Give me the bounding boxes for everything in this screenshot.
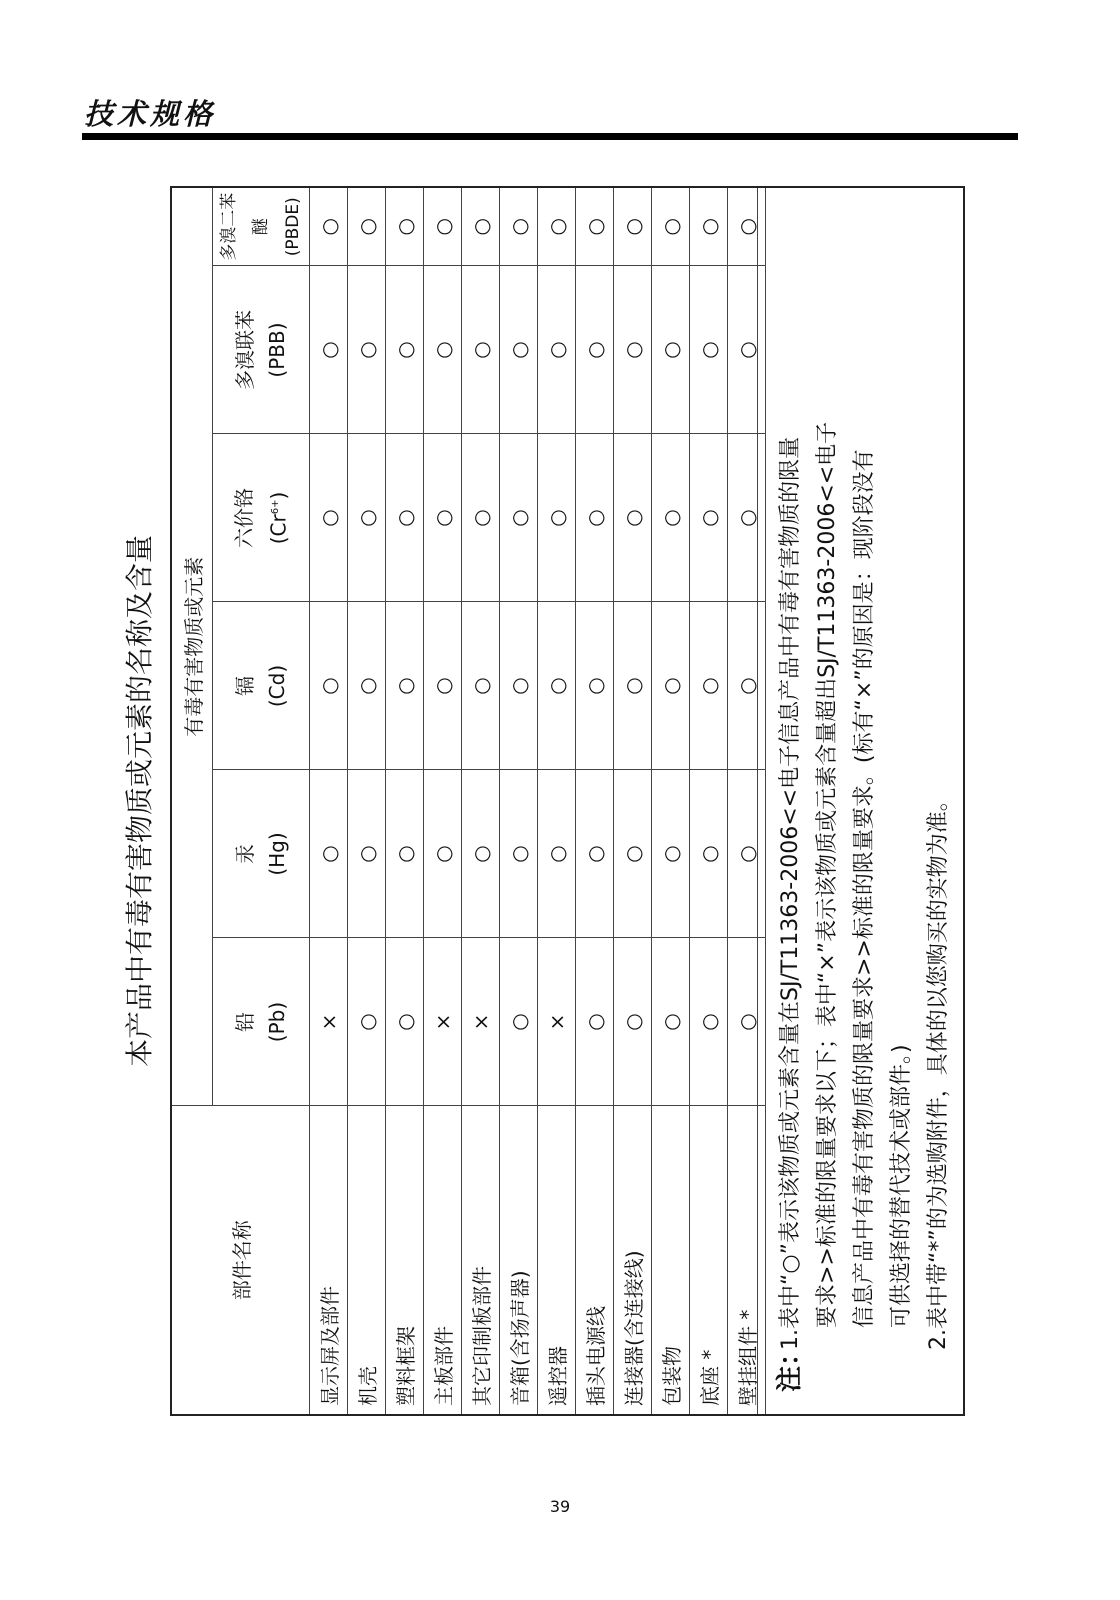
substance-mark: ○ (538, 188, 576, 266)
substance-mark: ○ (652, 602, 690, 770)
substance-mark: ○ (462, 602, 500, 770)
document-title: 本产品中有毒有害物质或元素的名称及含量 (123, 535, 156, 1068)
notes-label: 注： (775, 1339, 805, 1392)
substance-mark: ○ (690, 770, 728, 938)
column-header-pb: 铅 (Pb) (213, 938, 310, 1106)
substance-mark: ○ (576, 266, 614, 434)
substance-mark: ○ (348, 770, 386, 938)
table-row (538, 188, 576, 1414)
note-line: 要求>>标准的限量要求以下；表中“×”表示该物质或元素含量超出SJ/T11363-2006<<电子 (815, 421, 840, 1328)
substance-mark: ○ (652, 434, 690, 602)
substance-mark: ○ (348, 266, 386, 434)
substance-mark: ○ (728, 188, 766, 266)
substance-mark: ○ (728, 602, 766, 770)
notes (757, 188, 957, 1414)
substance-mark: ○ (424, 434, 462, 602)
substance-mark: ○ (576, 938, 614, 1106)
hazardous-substance-table (172, 188, 766, 1414)
column-header-pbde: 多溴二苯醚 (PBDE) (213, 188, 310, 266)
substance-mark: ○ (462, 770, 500, 938)
part-name: 音箱(含扬声器) (500, 1106, 538, 1414)
substance-mark: ○ (348, 188, 386, 266)
substance-mark: × (462, 938, 500, 1106)
header-rule (82, 133, 1018, 140)
substance-mark: ○ (652, 938, 690, 1106)
substance-mark: ○ (690, 266, 728, 434)
table-row (462, 188, 500, 1414)
note-line: 1.表中“○”表示该物质或元素含量在SJ/T11363-2006<<电子信息产品中有毒有害物质的限量 (778, 436, 803, 1350)
substance-mark: ○ (728, 434, 766, 602)
substance-mark: ○ (652, 188, 690, 266)
section-title: 技术规格 (84, 97, 217, 131)
substance-mark: ○ (348, 938, 386, 1106)
substance-mark: ○ (690, 434, 728, 602)
table-row (386, 188, 424, 1414)
table-row (652, 188, 690, 1414)
substance-mark: × (538, 938, 576, 1106)
part-name: 其它印制板部件 (462, 1106, 500, 1414)
table-row (310, 188, 348, 1414)
substance-mark: ○ (310, 434, 348, 602)
substance-mark: ○ (652, 266, 690, 434)
substance-mark: ○ (614, 434, 652, 602)
substance-mark: ○ (500, 770, 538, 938)
substance-mark: ○ (576, 434, 614, 602)
substance-mark: ○ (614, 938, 652, 1106)
substance-mark: ○ (424, 266, 462, 434)
note-line: 2.表中带“*”的为选购附件，具体的以您购买的实物为准。 (926, 789, 951, 1350)
substance-mark: ○ (576, 602, 614, 770)
substance-mark: ○ (538, 434, 576, 602)
hazardous-substance-table-frame (170, 186, 965, 1416)
part-name: 插头电源线 (576, 1106, 614, 1414)
note-line: 信息产品中有毒有害物质的限量要求>>标准的限量要求。(标有“×”的原因是：现阶段没有 (852, 449, 877, 1328)
substance-mark: ○ (424, 188, 462, 266)
substance-mark: ○ (424, 602, 462, 770)
part-name: 遥控器 (538, 1106, 576, 1414)
part-name-header: 部件名称 (172, 1106, 310, 1414)
substance-mark: ○ (310, 602, 348, 770)
substance-mark: ○ (462, 434, 500, 602)
substance-mark: ○ (500, 602, 538, 770)
part-name: 塑料框架 (386, 1106, 424, 1414)
substance-mark: ○ (462, 188, 500, 266)
substance-mark: ○ (424, 770, 462, 938)
substance-mark: ○ (652, 770, 690, 938)
substance-mark: ○ (538, 770, 576, 938)
substance-mark: ○ (614, 188, 652, 266)
substance-mark: ○ (348, 602, 386, 770)
substance-mark: ○ (728, 770, 766, 938)
substance-mark: ○ (614, 770, 652, 938)
substance-mark: ○ (386, 938, 424, 1106)
substance-mark: ○ (348, 434, 386, 602)
substance-mark: ○ (462, 266, 500, 434)
substance-mark: ○ (500, 266, 538, 434)
substance-mark: ○ (500, 434, 538, 602)
table-row (500, 188, 538, 1414)
part-name: 壁挂组件 * (728, 1106, 766, 1414)
substance-mark: ○ (386, 266, 424, 434)
column-header-pbb: 多溴联苯 (PBB) (213, 266, 310, 434)
substance-mark: ○ (310, 188, 348, 266)
substance-mark: ○ (690, 938, 728, 1106)
substance-mark: ○ (728, 266, 766, 434)
substance-mark: ○ (614, 602, 652, 770)
substance-mark: × (424, 938, 462, 1106)
substance-mark: × (310, 938, 348, 1106)
column-header-hg: 汞 (Hg) (213, 770, 310, 938)
rotated-content (123, 186, 965, 1416)
substance-mark: ○ (690, 188, 728, 266)
part-name: 底座 * (690, 1106, 728, 1414)
part-name: 显示屏及部件 (310, 1106, 348, 1414)
part-name: 机壳 (348, 1106, 386, 1414)
part-name: 主板部件 (424, 1106, 462, 1414)
substance-mark: ○ (310, 266, 348, 434)
part-name: 连接器(含连接线) (614, 1106, 652, 1414)
substance-mark: ○ (576, 770, 614, 938)
column-header-cr6: 六价铬 $(Cr^{6+})$ (213, 434, 310, 602)
table-row (424, 188, 462, 1414)
substance-mark: ○ (386, 770, 424, 938)
substance-mark: ○ (728, 938, 766, 1106)
substance-mark: ○ (500, 938, 538, 1106)
part-name: 包装物 (652, 1106, 690, 1414)
table-row (576, 188, 614, 1414)
substance-mark: ○ (386, 434, 424, 602)
page-number: 39 (549, 1497, 571, 1516)
table-row (348, 188, 386, 1414)
substance-mark: ○ (538, 266, 576, 434)
substance-mark: ○ (690, 602, 728, 770)
substance-mark: ○ (386, 188, 424, 266)
substance-group-header: 有毒有害物质或元素 (172, 188, 213, 1106)
substance-mark: ○ (500, 188, 538, 266)
column-header-cd: 镉 (Cd) (213, 602, 310, 770)
table-row (614, 188, 652, 1414)
substance-mark: ○ (310, 770, 348, 938)
substance-mark: ○ (576, 188, 614, 266)
table-row (690, 188, 728, 1414)
substance-mark: ○ (386, 602, 424, 770)
note-line: 可供选择的替代技术或部件。) (889, 1044, 914, 1328)
substance-mark: ○ (614, 266, 652, 434)
substance-mark: ○ (538, 602, 576, 770)
